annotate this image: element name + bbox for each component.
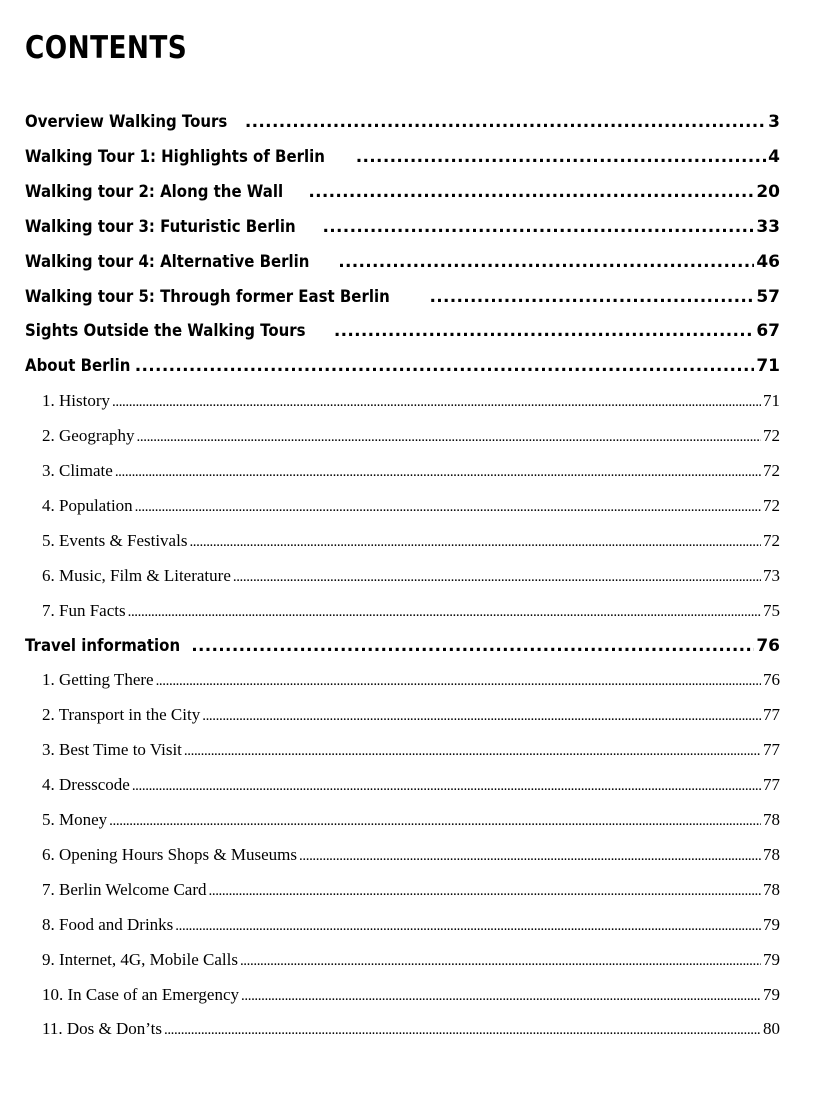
dot-leader — [135, 499, 761, 516]
dot-leader — [233, 569, 761, 586]
toc-section-entry[interactable] — [42, 496, 780, 524]
toc-chapter-entry[interactable] — [25, 112, 780, 140]
toc-page-number: 79 — [763, 984, 780, 1004]
toc-section-entry[interactable] — [42, 915, 780, 943]
toc-page-number: 67 — [756, 321, 780, 342]
toc-page-number: 76 — [763, 670, 780, 690]
toc-chapter-entry[interactable] — [25, 636, 780, 664]
toc-section-entry[interactable] — [42, 985, 780, 1013]
toc-page-number: 3 — [768, 112, 780, 132]
toc-entry-label: Walking Tour 1: Highlights of Berlin — [25, 146, 325, 167]
dot-leader — [299, 848, 761, 865]
toc-entry-label: 3. Best Time to Visit — [42, 740, 182, 760]
toc-page-number: 80 — [763, 1019, 780, 1039]
dot-leader — [241, 988, 761, 1005]
toc-entry-label: 1. History — [42, 391, 110, 411]
dot-leader — [209, 883, 762, 900]
dot-leader — [202, 708, 761, 725]
toc-section-entry[interactable] — [42, 1019, 780, 1047]
toc-entry-label: 7. Fun Facts — [42, 600, 126, 620]
toc-page-number: 78 — [763, 879, 780, 899]
toc-chapter-entry[interactable] — [25, 321, 780, 349]
toc-entry-label: 6. Music, Film & Literature — [42, 565, 231, 585]
toc-page-number: 57 — [756, 286, 780, 307]
toc-entry-label: 5. Events & Festivals — [42, 530, 188, 550]
toc-chapter-entry[interactable] — [25, 356, 780, 384]
toc-entry-label: Travel information — [25, 635, 181, 656]
toc-entry-label: Walking tour 2: Along the Wall — [25, 181, 284, 202]
toc-entry-label: 5. Money — [42, 810, 108, 829]
toc-page-number: 71 — [763, 391, 780, 411]
toc-entry-label: Walking tour 3: Futuristic Berlin — [25, 216, 296, 237]
toc-page-number: 78 — [763, 844, 780, 864]
toc-entry-label: Sights Outside the Walking Tours — [25, 321, 306, 342]
toc-page-number: 79 — [763, 914, 780, 934]
toc-entry-label: 7. Berlin Welcome Card — [42, 879, 207, 899]
toc-entry-label: 4. Dresscode — [42, 775, 130, 795]
dot-leader — [334, 321, 755, 341]
dot-leader — [323, 217, 755, 237]
dot-leader — [137, 429, 761, 446]
toc-section-entry[interactable] — [42, 740, 780, 768]
toc-page-number: 4 — [768, 146, 780, 167]
toc-page-number: 78 — [763, 810, 780, 829]
toc-section-entry[interactable] — [42, 601, 780, 629]
toc-entry-label: 3. Climate — [42, 461, 113, 480]
toc-section-entry[interactable] — [42, 775, 780, 803]
toc-entry-label: 2. Geography — [42, 426, 135, 446]
toc-page-number: 72 — [763, 530, 780, 550]
toc-entry-label: Walking tour 5: Through former East Berlin — [25, 286, 390, 307]
dot-leader — [356, 147, 766, 167]
toc-section-entry[interactable] — [42, 426, 780, 454]
toc-entry-label: 11. Dos & Don’ts — [42, 1019, 162, 1039]
dot-leader — [245, 112, 766, 132]
toc-entry-label: 6. Opening Hours Shops & Museums — [42, 844, 298, 864]
toc-page-number: 20 — [756, 181, 780, 202]
toc-chapter-entry[interactable] — [25, 287, 780, 315]
toc-section-entry[interactable] — [42, 670, 780, 698]
toc-entry-label: Walking tour 4: Alternative Berlin — [25, 251, 310, 272]
dot-leader — [112, 394, 761, 411]
toc-entry-label: 9. Internet, 4G, Mobile Calls — [42, 949, 238, 969]
toc-section-entry[interactable] — [42, 880, 780, 908]
toc-entry-label: 8. Food and Drinks — [42, 914, 174, 934]
toc-page-number: 73 — [763, 565, 780, 585]
toc-entry-label: 2. Transport in the City — [42, 705, 201, 725]
toc-page-number: 77 — [763, 775, 780, 795]
toc-entry-label: Overview Walking Tours — [25, 112, 228, 132]
toc-chapter-entry[interactable] — [25, 217, 780, 245]
toc-page-number: 76 — [756, 635, 780, 656]
toc-entry-label: 4. Population — [42, 495, 133, 515]
toc-entry-label: 1. Getting There — [42, 670, 154, 690]
toc-page-number: 77 — [763, 705, 780, 725]
dot-leader — [115, 464, 761, 481]
toc-page-number: 72 — [763, 495, 780, 515]
toc-section-entry[interactable] — [42, 461, 780, 489]
toc-entry-label: About Berlin — [25, 356, 131, 377]
toc-page-number: 75 — [763, 600, 780, 620]
dot-leader — [429, 287, 754, 307]
toc-chapter-entry[interactable] — [25, 147, 780, 175]
toc-page-number: 71 — [756, 356, 780, 377]
dot-leader — [164, 1022, 761, 1039]
toc-section-entry[interactable] — [42, 566, 780, 594]
toc-section-entry[interactable] — [42, 950, 780, 978]
dot-leader — [175, 918, 761, 935]
toc-page-number: 79 — [763, 949, 780, 969]
toc-page-number: 33 — [756, 216, 780, 237]
dot-leader — [128, 604, 761, 621]
dot-leader — [308, 182, 754, 202]
dot-leader — [189, 534, 761, 551]
dot-leader — [338, 252, 754, 272]
dot-leader — [156, 673, 761, 690]
toc-entry-label: 10. In Case of an Emergency — [42, 984, 240, 1004]
toc-chapter-entry[interactable] — [25, 182, 780, 210]
toc-section-entry[interactable] — [42, 705, 780, 733]
toc-page-number: 46 — [756, 251, 780, 272]
dot-leader — [109, 813, 761, 830]
toc-section-entry[interactable] — [42, 810, 780, 838]
toc-page-number: 72 — [763, 426, 780, 446]
toc-chapter-entry[interactable] — [25, 252, 780, 280]
toc-page-number: 77 — [763, 740, 780, 760]
toc-section-entry[interactable] — [42, 391, 780, 419]
toc-section-entry[interactable] — [42, 845, 780, 873]
dot-leader — [240, 953, 761, 970]
dot-leader — [184, 743, 761, 760]
page-title: CONTENTS — [25, 30, 188, 66]
toc-section-entry[interactable] — [42, 531, 780, 559]
toc-page-number: 72 — [763, 461, 780, 480]
dot-leader — [135, 356, 755, 376]
dot-leader — [132, 778, 761, 795]
dot-leader — [191, 636, 754, 656]
